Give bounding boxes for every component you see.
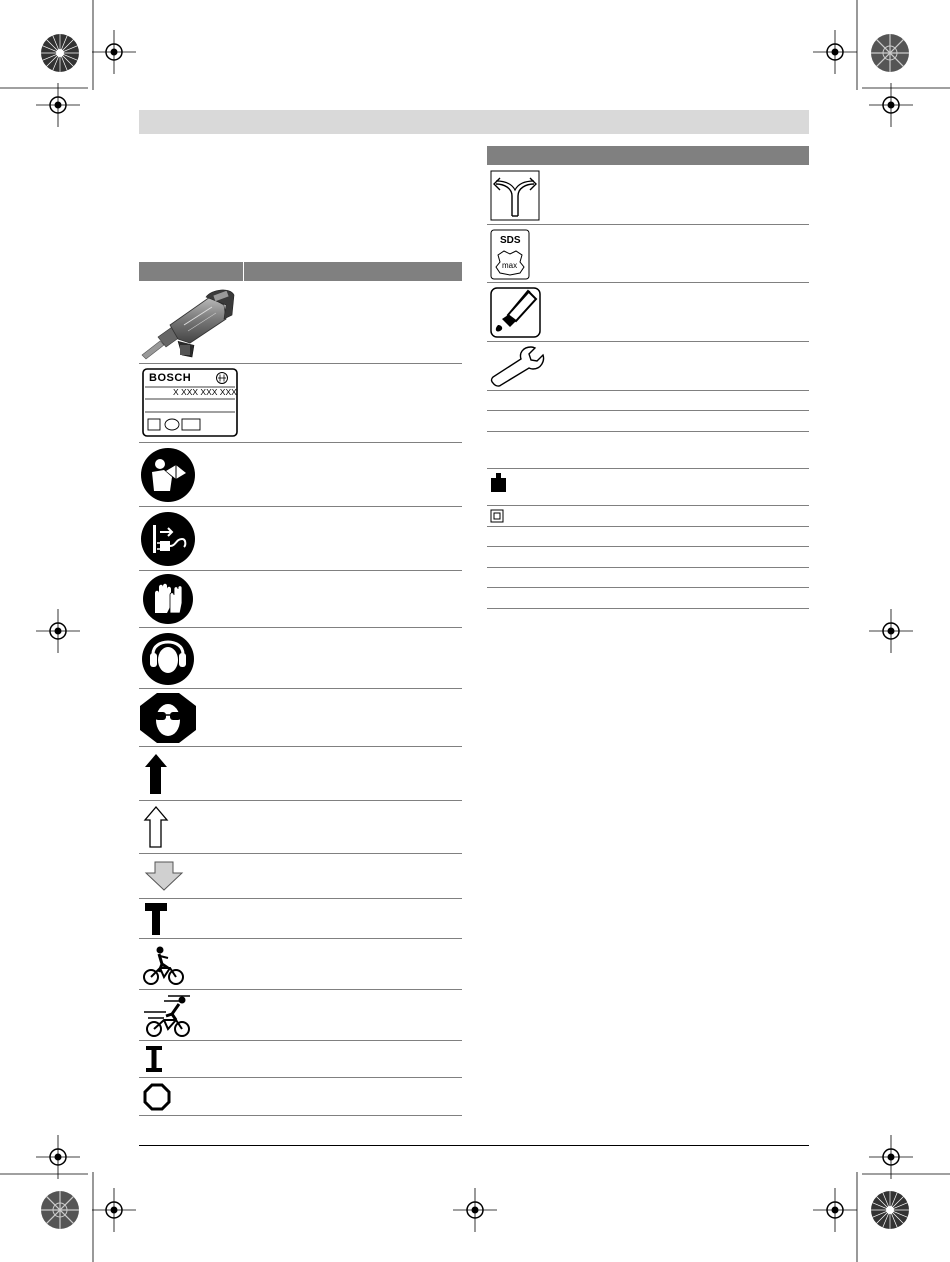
registration-wheel-icon [870,33,910,73]
left-row-divider [139,898,462,899]
left-row-divider [139,363,462,364]
right-row-divider [487,526,809,527]
left-row-divider [139,938,462,939]
right-row-divider [487,567,809,568]
right-row-divider [487,587,809,588]
wear-eye-protection-icon [139,692,197,744]
registration-wheel-icon [40,1190,80,1230]
registration-target-icon [869,83,913,127]
wear-ear-protection-icon [140,632,196,686]
power-tool-image-icon [140,285,236,360]
left-row-divider [139,442,462,443]
unplug-before-work-icon [140,511,196,567]
left-row-divider [139,800,462,801]
registration-target-icon [453,1188,497,1232]
left-row-divider [139,688,462,689]
footer-rule [139,1145,809,1146]
wear-gloves-icon [140,573,196,625]
left-row-divider [139,570,462,571]
registration-wheel-icon [870,1190,910,1230]
registration-target-icon [36,83,80,127]
registration-target-icon [813,1188,857,1232]
registration-target-icon [869,1135,913,1179]
right-row-divider [487,410,809,411]
nameplate-number: X XXX XXX XXX [173,387,237,397]
registration-target-icon [36,609,80,653]
arrow-up-filled-icon [144,753,168,795]
fork-arrows-icon [490,170,540,221]
right-row-divider [487,341,809,342]
cyclist-slow-icon [142,942,186,986]
left-row-divider [139,1115,462,1116]
left-row-divider [139,627,462,628]
cyclist-fast-icon [142,992,198,1038]
registration-target-icon [92,1188,136,1232]
hammer-weight-icon [144,902,168,936]
right-table-header [487,146,809,165]
right-row-divider [487,224,809,225]
max-label: max [502,261,518,270]
weight-block-icon [490,472,507,493]
read-manual-icon [140,447,196,503]
left-row-divider [139,1077,462,1078]
right-row-divider [487,468,809,469]
right-row-divider [487,505,809,506]
arrow-down-grey-icon [145,861,183,891]
left-row-divider [139,1040,462,1041]
left-row-divider [139,746,462,747]
registration-target-icon [869,609,913,653]
registration-target-icon [92,30,136,74]
protection-class-square-icon [490,509,504,523]
octagon-icon [143,1083,171,1111]
nameplate-brand: BOSCH [149,372,192,384]
grease-tube-icon [490,287,541,338]
right-row-divider [487,431,809,432]
right-row-divider [487,608,809,609]
sds-label: SDS [500,235,521,246]
right-row-divider [487,546,809,547]
left-row-divider [139,506,462,507]
i-beam-icon [145,1045,163,1073]
left-table-header-divider [243,262,244,281]
registration-wheel-icon [40,33,80,73]
page-header-bar [139,110,809,134]
left-row-divider [139,989,462,990]
left-table-header [139,262,462,281]
right-row-divider [487,282,809,283]
wrench-icon [489,345,549,388]
arrow-up-outline-icon [144,806,168,848]
left-row-divider [139,853,462,854]
registration-target-icon [813,30,857,74]
registration-target-icon [36,1135,80,1179]
right-row-divider [487,390,809,391]
